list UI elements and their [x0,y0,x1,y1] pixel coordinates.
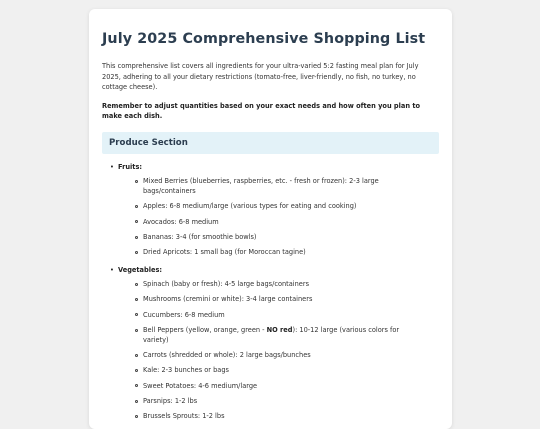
list-item [143,217,439,227]
circle-bullet-icon [135,220,138,223]
item-text: Apples: 6-8 medium/large (various types for eating and cooking) [143,202,357,211]
circle-bullet-icon [135,313,138,316]
list-item [143,232,439,242]
list-item [143,365,439,375]
quantity-note: Remember to adjust quantities based on your exact needs and how often you plan to make each dish. [102,101,421,121]
circle-bullet-icon [135,384,138,387]
list-item [143,247,439,257]
item-text: Dried Apricots: 1 small bag (for Moroccan tagine) [143,247,306,256]
item-text: Cucumbers: 6-8 medium [143,310,225,319]
item-text: Brussels Sprouts: 1-2 lbs [143,412,225,421]
circle-bullet-icon [135,251,138,254]
vegetables-list [118,279,439,421]
fruits-list [118,176,439,257]
item-text: Parsnips: 1-2 lbs [143,396,198,405]
list-item [143,350,439,360]
item-text: Kale: 2-3 bunches or bags [143,366,229,375]
item-text-before: Bell Peppers (yellow, orange, green - [143,325,267,334]
circle-bullet-icon [135,400,138,403]
list-item [143,411,439,421]
item-text-after: ): 10-12 large (various colors for variety) [143,325,400,344]
circle-bullet-icon [135,283,138,286]
circle-bullet-icon [135,205,138,208]
bullet-icon: • [110,266,114,275]
list-item [143,396,439,406]
list-item [143,381,439,391]
list-item [143,201,439,211]
list-item [143,176,439,196]
list-item [143,310,439,320]
circle-bullet-icon [135,354,138,357]
group-label-vegetables: Vegetables: [118,266,163,275]
document-page [89,9,452,429]
no-red-emphasis: NO red [266,325,293,334]
item-text: Avocados: 6-8 medium [143,217,219,226]
item-text: Sweet Potatoes: 4-6 medium/large [143,381,258,390]
group-label-fruits: Fruits: [118,162,143,171]
circle-bullet-icon [135,329,138,332]
bullet-icon: • [110,162,114,171]
page-title: July 2025 Comprehensive Shopping List [102,31,426,47]
item-text: Carrots (shredded or whole): 2 large bags/bunches [143,351,311,360]
group-vegetables [110,265,439,421]
list-item [143,294,439,304]
circle-bullet-icon [135,415,138,418]
produce-groups [102,162,439,421]
item-text: Bananas: 3-4 (for smoothie bowls) [143,232,257,241]
item-text: Mushrooms (cremini or white): 3-4 large containers [143,295,313,304]
circle-bullet-icon [135,236,138,239]
circle-bullet-icon [135,298,138,301]
section-header-produce: Produce Section [102,132,439,154]
circle-bullet-icon [135,369,138,372]
group-fruits [110,162,439,257]
item-text: Mixed Berries (blueberries, raspberries, etc. - fresh or frozen): 2-3 large bags/containers [143,176,379,196]
list-item-bell-peppers [143,325,439,345]
circle-bullet-icon [135,180,138,183]
intro-paragraph: This comprehensive list covers all ingredients for your ultra-varied 5:2 fasting meal plan for July 2025, adhering to all your dietary restrictions (tomato-free, liver-friendly, no fish, no turkey, no cottage cheese). [102,62,419,92]
list-item [143,279,439,289]
item-text: Spinach (baby or fresh): 4-5 large bags/containers [143,280,310,289]
